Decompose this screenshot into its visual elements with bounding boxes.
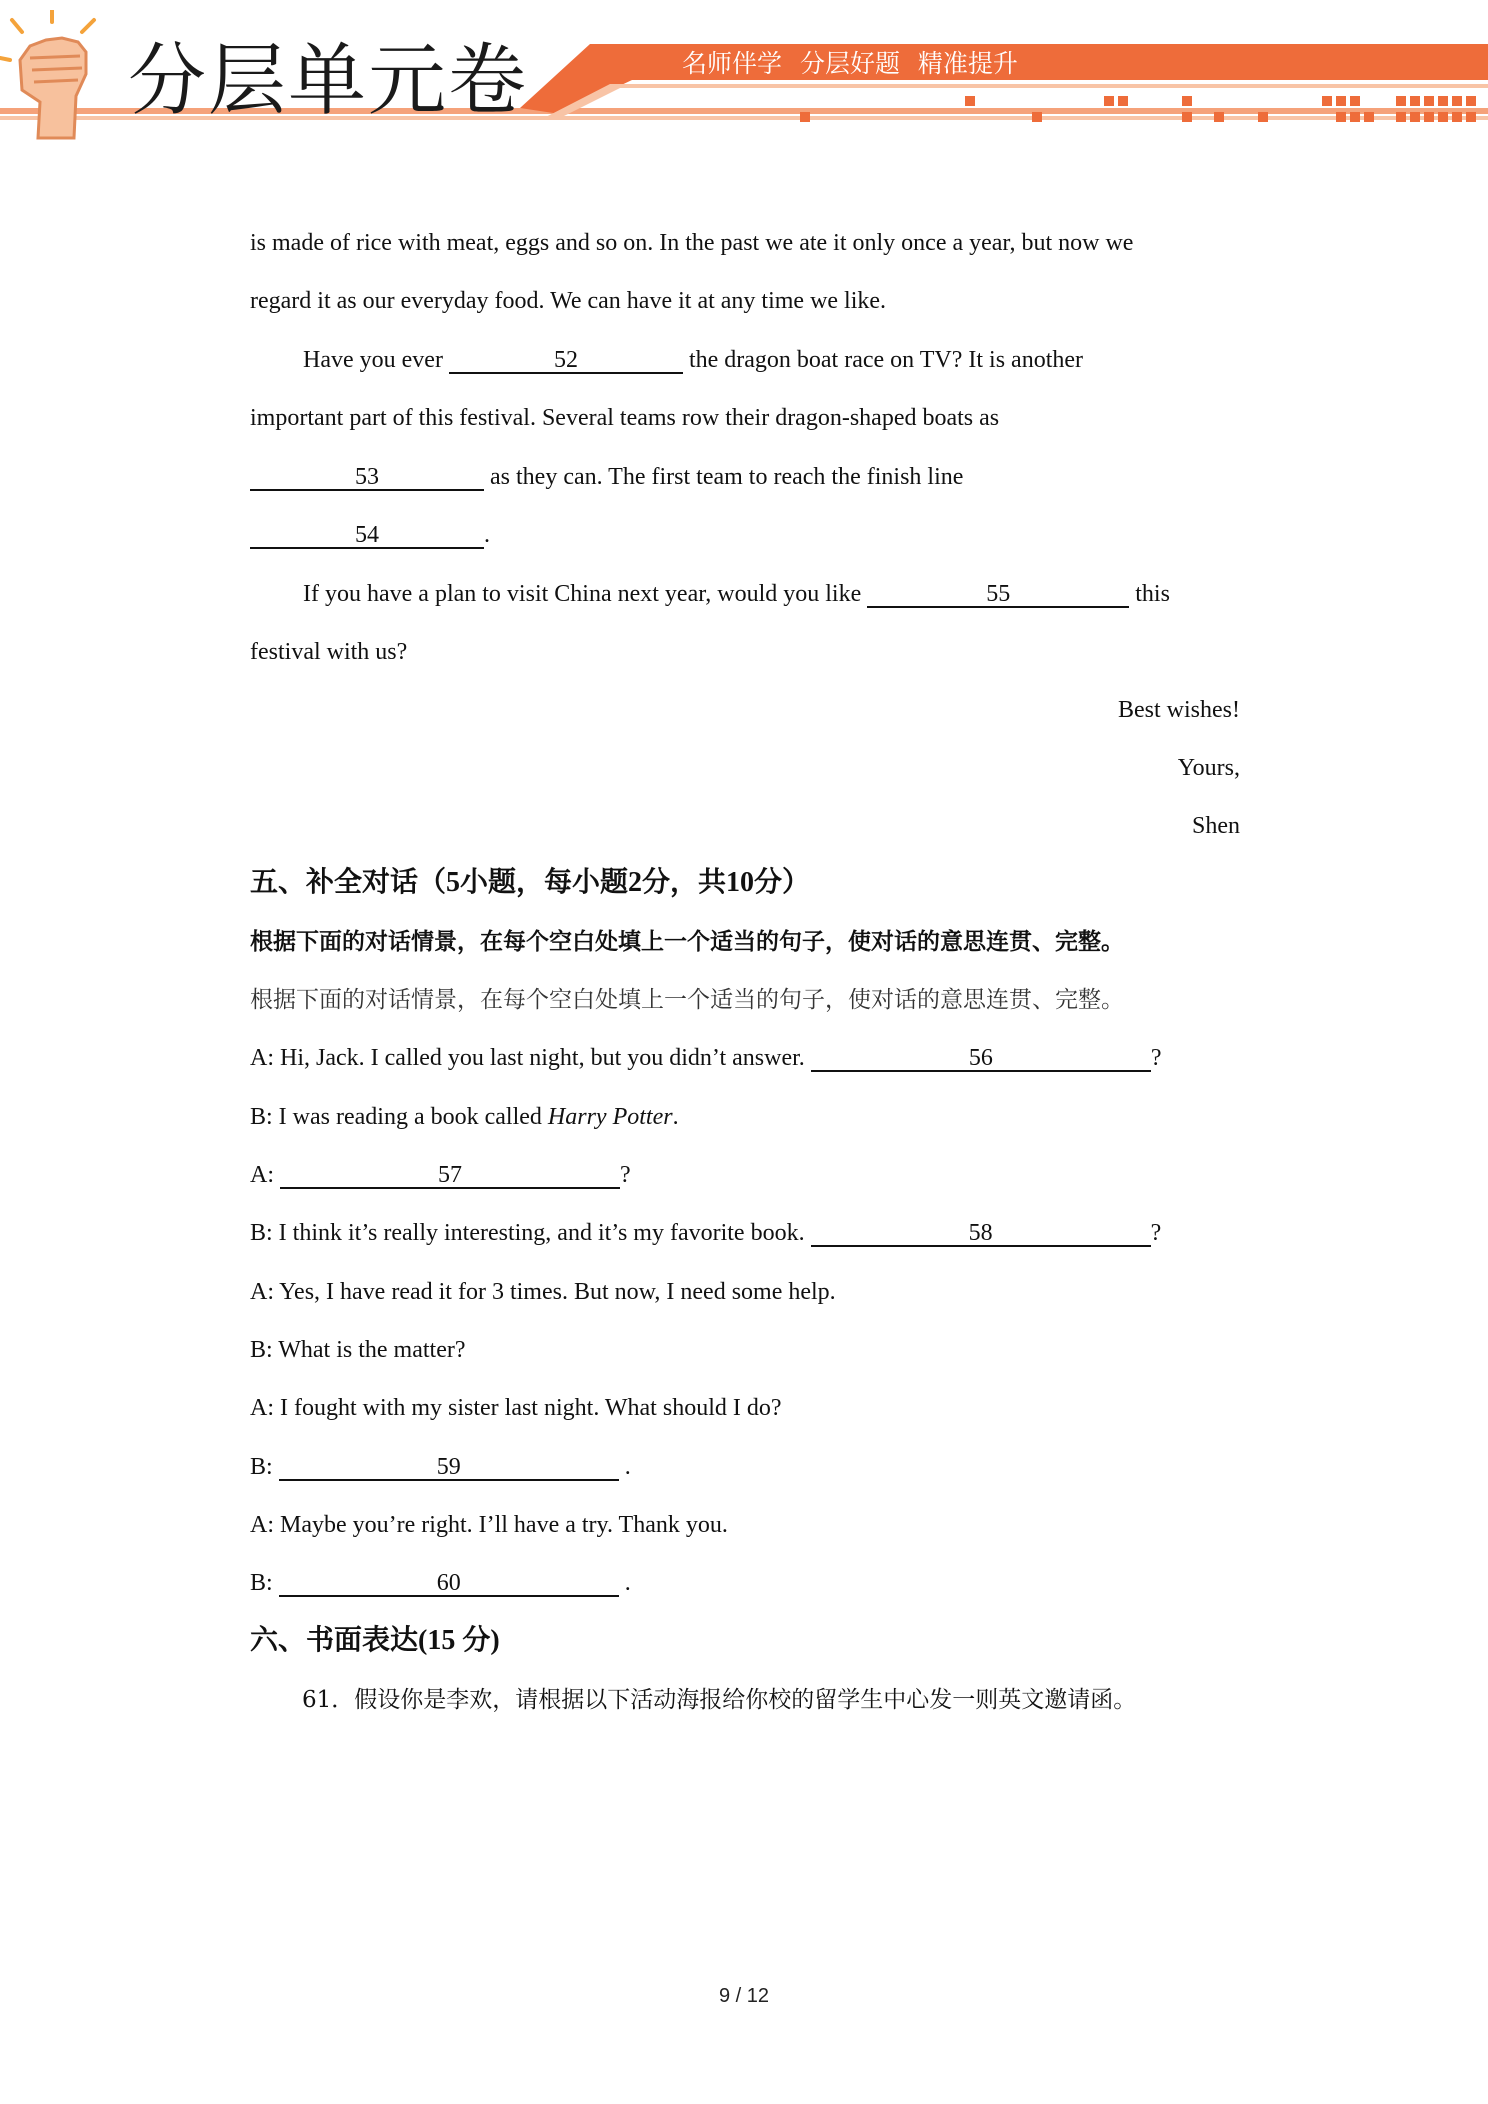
blank-56[interactable]: 56 bbox=[811, 1046, 1151, 1072]
page-header bbox=[0, 0, 1488, 150]
text-segment: B: I was reading a book called bbox=[250, 1104, 548, 1130]
blank-59[interactable]: 59 bbox=[279, 1455, 619, 1481]
text-segment: . bbox=[672, 1104, 679, 1130]
dialogue-line-3 bbox=[250, 1160, 631, 1190]
text-segment: A: Hi, Jack. I called you last night, but you didn’t answer. bbox=[250, 1045, 811, 1071]
brand-title: 分层单元卷 bbox=[128, 36, 529, 126]
text-segment: ? bbox=[1150, 1220, 1162, 1246]
text-segment: ? bbox=[620, 1162, 631, 1188]
dialogue-line-10 bbox=[250, 1568, 631, 1598]
dialogue-line-4 bbox=[250, 1218, 1161, 1248]
dialogue-line-2 bbox=[250, 1102, 679, 1132]
text-segment: A: bbox=[250, 1162, 280, 1188]
section-5-title: 五、补全对话（5小题，每小题2分，共10分） bbox=[250, 867, 811, 898]
blank-53[interactable]: 53 bbox=[250, 465, 484, 491]
dialogue-line-7: A: I fought with my sister last night. What should I do? bbox=[250, 1395, 782, 1421]
passage-line-2: regard it as our everyday food. We can have it at any time we like. bbox=[250, 288, 887, 314]
blank-55[interactable]: 55 bbox=[867, 582, 1129, 608]
blank-60[interactable]: 60 bbox=[279, 1571, 619, 1597]
book-title: Harry Potter bbox=[547, 1104, 673, 1130]
dialogue-line-6: B: What is the matter? bbox=[250, 1337, 466, 1363]
text-segment: B: I think it’s really interesting, and it’s my favorite book. bbox=[250, 1220, 811, 1246]
section-5-instruction: 根据下面的对话情景，在每个空白处填上一个适当的句子，使对话的意思连贯、完整。 bbox=[250, 987, 1124, 1013]
closing-best-wishes: Best wishes! bbox=[1118, 697, 1240, 723]
dialogue-line-8 bbox=[250, 1452, 631, 1482]
text-segment: as they can. The first team to reach the finish line bbox=[484, 464, 964, 490]
text-segment: B: bbox=[250, 1570, 279, 1596]
dialogue-line-9: A: Maybe you’re right. I’ll have a try. Thank you. bbox=[250, 1512, 728, 1538]
fist-icon bbox=[0, 10, 110, 140]
passage-line-54 bbox=[250, 520, 490, 550]
text-segment: Have you ever bbox=[303, 347, 449, 373]
text-segment: this bbox=[1129, 581, 1170, 607]
passage-line-53 bbox=[250, 462, 963, 492]
blank-52[interactable]: 52 bbox=[449, 348, 683, 374]
closing-yours: Yours, bbox=[1177, 755, 1240, 781]
text-segment: B: bbox=[250, 1454, 279, 1480]
blank-57[interactable]: 57 bbox=[280, 1163, 620, 1189]
header-slogan: 名师伴学 分层好题 精准提升 bbox=[682, 49, 1018, 78]
passage-line-4: important part of this festival. Several teams row their dragon-shaped boats as bbox=[250, 405, 1000, 431]
text-segment: . bbox=[618, 1570, 631, 1596]
passage-line-52 bbox=[303, 345, 1083, 375]
dialogue-line-5: A: Yes, I have read it for 3 times. But now, I need some help. bbox=[250, 1279, 836, 1305]
passage-line-8: festival with us? bbox=[250, 639, 408, 665]
text-segment: If you have a plan to visit China next year, would you like bbox=[303, 581, 868, 607]
blank-54[interactable]: 54 bbox=[250, 523, 484, 549]
passage-line-55 bbox=[303, 579, 1170, 609]
question-61: 61．假设你是李欢，请根据以下活动海报给你校的留学生中心发一则英文邀请函。 bbox=[302, 1687, 1137, 1713]
section-5-instruction-bold: 根据下面的对话情景，在每个空白处填上一个适当的句子，使对话的意思连贯、完整。 bbox=[250, 929, 1124, 955]
text-segment: ? bbox=[1150, 1045, 1162, 1071]
section-6-title: 六、书面表达(15 分) bbox=[250, 1625, 500, 1656]
page-number: 9 / 12 bbox=[718, 1985, 770, 2007]
text-segment: . bbox=[618, 1454, 631, 1480]
blank-58[interactable]: 58 bbox=[811, 1221, 1151, 1247]
passage-line-1: is made of rice with meat, eggs and so on. In the past we ate it only once a year, but now we bbox=[250, 230, 1134, 256]
closing-signature: Shen bbox=[1192, 813, 1240, 839]
text-segment: the dragon boat race on TV? It is another bbox=[682, 347, 1084, 373]
text-segment: . bbox=[484, 522, 490, 548]
dialogue-line-1 bbox=[250, 1043, 1161, 1073]
